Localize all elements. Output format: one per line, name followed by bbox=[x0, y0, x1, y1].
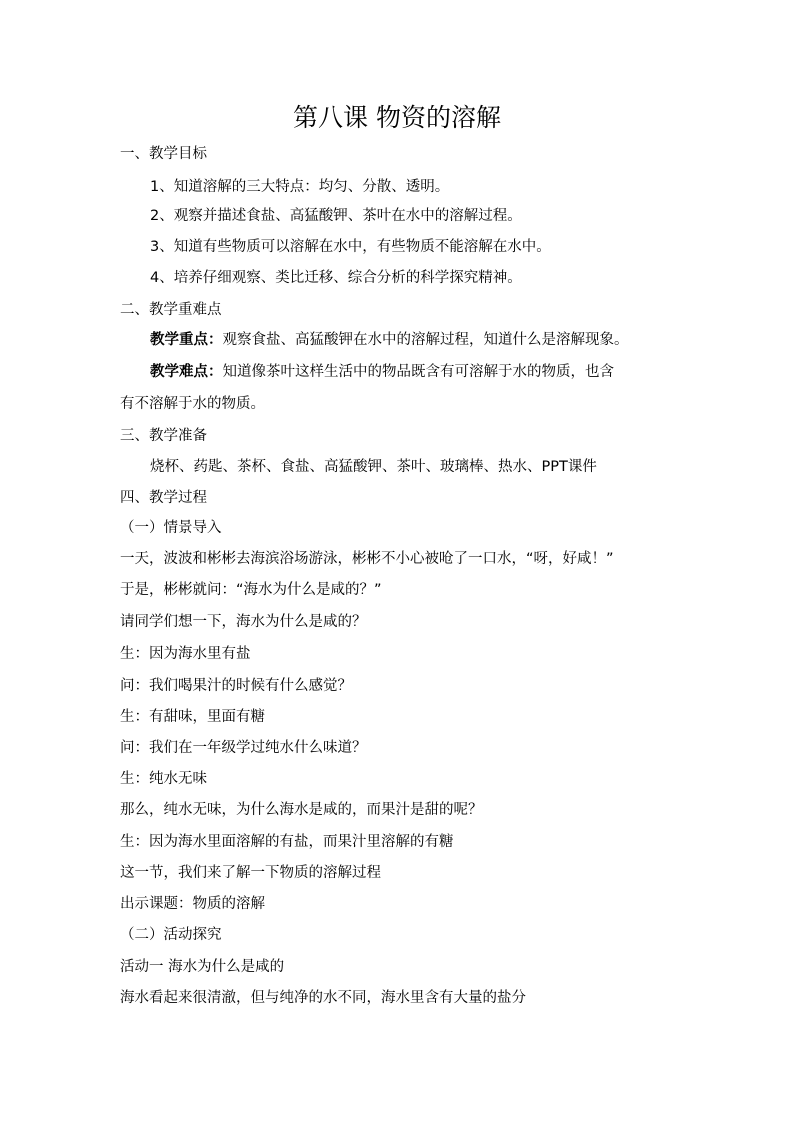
objective-item-2: 2、观察并描述食盐、高猛酸钾、茶叶在水中的溶解过程。 bbox=[150, 208, 522, 224]
section-heading-key-points: 二、教学重难点 bbox=[120, 302, 222, 318]
difficulty-text-continued: 有不溶解于水的物质。 bbox=[120, 396, 265, 412]
process-line: 生：因为海水里有盐 bbox=[120, 646, 251, 662]
process-line: 问：我们喝果汁的时候有什么感觉？ bbox=[120, 678, 352, 694]
process-line: 请同学们想一下，海水为什么是咸的？ bbox=[120, 614, 367, 630]
section-heading-process: 四、教学过程 bbox=[120, 490, 207, 506]
process-line: 生：纯水无味 bbox=[120, 771, 207, 787]
difficulty-line bbox=[150, 362, 614, 382]
section-heading-preparation: 三、教学准备 bbox=[120, 428, 207, 444]
objective-item-1: 1、知道溶解的三大特点：均匀、分散、透明。 bbox=[150, 179, 450, 195]
key-point-text: 观察食盐、高猛酸钾在水中的溶解过程，知道什么是溶解现象。 bbox=[222, 332, 629, 348]
key-point-label: 教学重点： bbox=[150, 332, 223, 348]
part-heading-intro: （一）情景导入 bbox=[120, 520, 222, 536]
process-line: 生：因为海水里面溶解的有盐，而果汁里溶解的有糖 bbox=[120, 834, 454, 850]
activity-text: 海水看起来很清澈，但与纯净的水不同，海水里含有大量的盐分 bbox=[120, 990, 526, 1006]
section-heading-objectives: 一、教学目标 bbox=[120, 146, 207, 162]
difficulty-label: 教学难点： bbox=[150, 364, 223, 380]
process-line: 那么，纯水无味，为什么海水是咸的，而果汁是甜的呢？ bbox=[120, 802, 483, 818]
objective-item-3: 3、知道有些物质可以溶解在水中，有些物质不能溶解在水中。 bbox=[150, 239, 551, 255]
lesson-title: 第八课 物资的溶解 bbox=[293, 103, 501, 132]
difficulty-text: 知道像茶叶这样生活中的物品既含有可溶解于水的物质，也含 bbox=[222, 364, 614, 380]
process-line: 一天，波波和彬彬去海滨浴场游泳，彬彬不小心被呛了一口水，“呀，好咸！” bbox=[120, 551, 614, 567]
process-line: 问：我们在一年级学过纯水什么味道？ bbox=[120, 740, 367, 756]
part-heading-activity: （二）活动探究 bbox=[120, 927, 222, 943]
process-line: 这一节，我们来了解一下物质的溶解过程 bbox=[120, 865, 381, 881]
key-point-line bbox=[150, 330, 629, 350]
process-line: 出示课题：物质的溶解 bbox=[120, 896, 265, 912]
activity-title: 活动一 海水为什么是咸的 bbox=[120, 959, 285, 975]
materials-list: 烧杯、药匙、茶杯、食盐、高猛酸钾、茶叶、玻璃棒、热水、PPT课件 bbox=[150, 459, 597, 475]
objective-item-4: 4、培养仔细观察、类比迁移、综合分析的科学探究精神。 bbox=[150, 270, 522, 286]
process-line: 于是，彬彬就问：“海水为什么是咸的？” bbox=[120, 582, 382, 598]
process-line: 生：有甜味，里面有糖 bbox=[120, 709, 265, 725]
